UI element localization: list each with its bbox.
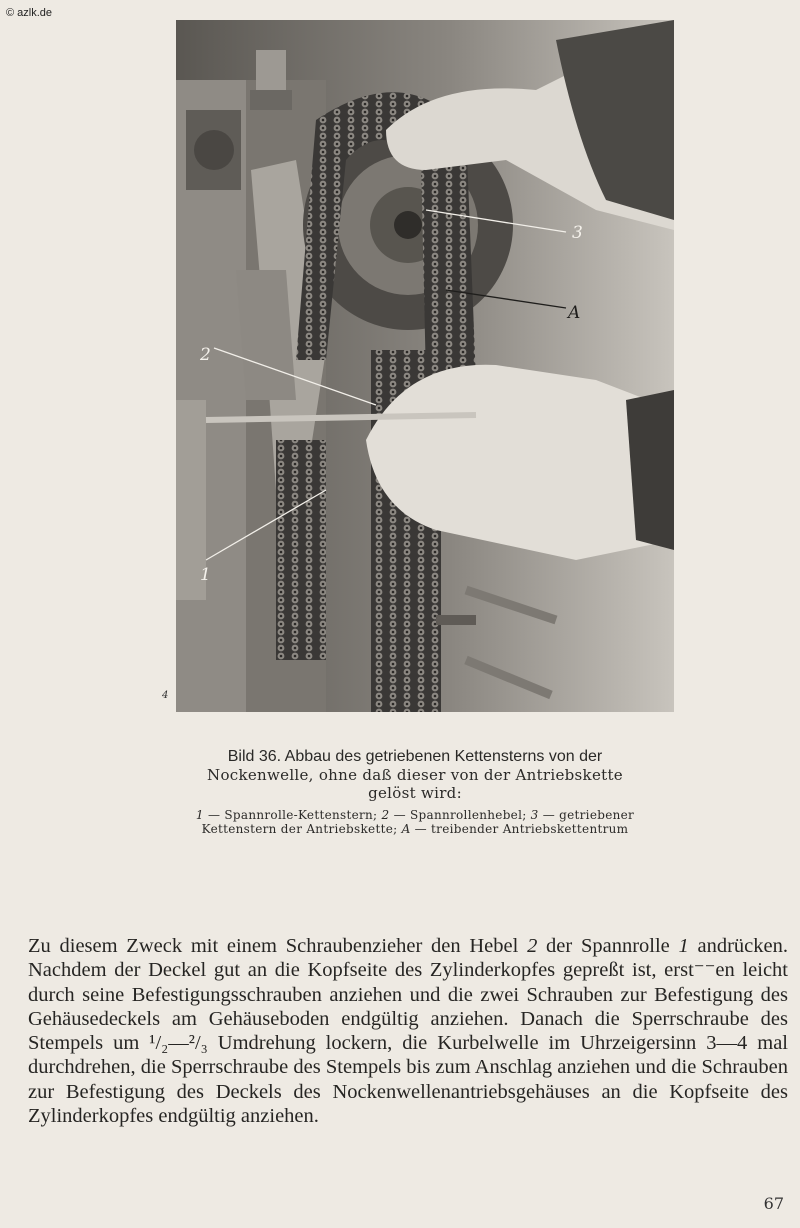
- label-2: 2: [200, 345, 211, 365]
- label-3: 3: [572, 223, 583, 243]
- label-1: 1: [200, 565, 211, 585]
- body-ref-2: 2: [527, 935, 538, 957]
- caption-subtitle-line-1: Nockenwelle, ohne daß dieser von der Antriebskette: [207, 766, 623, 784]
- legend-text-1: — Spannrolle-Kettenstern;: [203, 808, 382, 822]
- legend-text-A: — treibender Antriebskettentrum: [410, 822, 629, 836]
- legend-num-1: 1: [195, 808, 204, 822]
- legend-text-2: — Spannrollenhebel;: [389, 808, 531, 822]
- caption-legend: [170, 808, 660, 836]
- legend-num-A: A: [401, 822, 411, 836]
- caption-subtitle-line-2: gelöst wird:: [368, 784, 462, 802]
- figure-photo: [162, 20, 674, 712]
- engine-chain-photo: [162, 20, 674, 712]
- body-paragraph: [28, 934, 788, 1128]
- label-A: A: [568, 303, 581, 323]
- body-part-1: Zu diesem Zweck mit einem Schraubenzieher den Hebel: [28, 935, 528, 957]
- legend-text-3: — getriebener Kettenstern der Antriebskette;: [201, 808, 635, 836]
- page-number: 67: [763, 1194, 784, 1213]
- figure-caption: [150, 748, 680, 836]
- body-ref-1: 1: [678, 935, 689, 957]
- legend-num-2: 2: [381, 808, 390, 822]
- body-part-3: andrücken. Nachdem der Deckel gut an die Kopfseite des Zylinderkopfes gepreßt ist, erst⁻⁻en leicht durch seine Befestigungsschrauben anziehen und die zwei Schrauben zur Befestigung des Gehäusedeckels am Gehäuseboden endgültig anziehen. Danach die Sperrschraube des Stempels um ¹/₂—²/₃ Umdrehung lockern, die Kurbelwelle im Uhrzeigersinn 3—4 mal durchdrehen, die Sperrschraube des Stempels bis zum Anschlag anziehen und die Schrauben zur Befestigung des Deckels des Nockenwellenantriebsgehäuses an die Kopfseite des Zylinderkopfes endgültig anziehen.: [28, 935, 788, 1128]
- watermark: © azlk.de: [6, 7, 53, 19]
- caption-title: Bild 36. Abbau des getriebenen Kettensterns von der: [227, 748, 603, 765]
- label-4: 4: [162, 690, 169, 701]
- body-part-2: der Spannrolle: [537, 935, 679, 957]
- legend-num-3: 3: [530, 808, 539, 822]
